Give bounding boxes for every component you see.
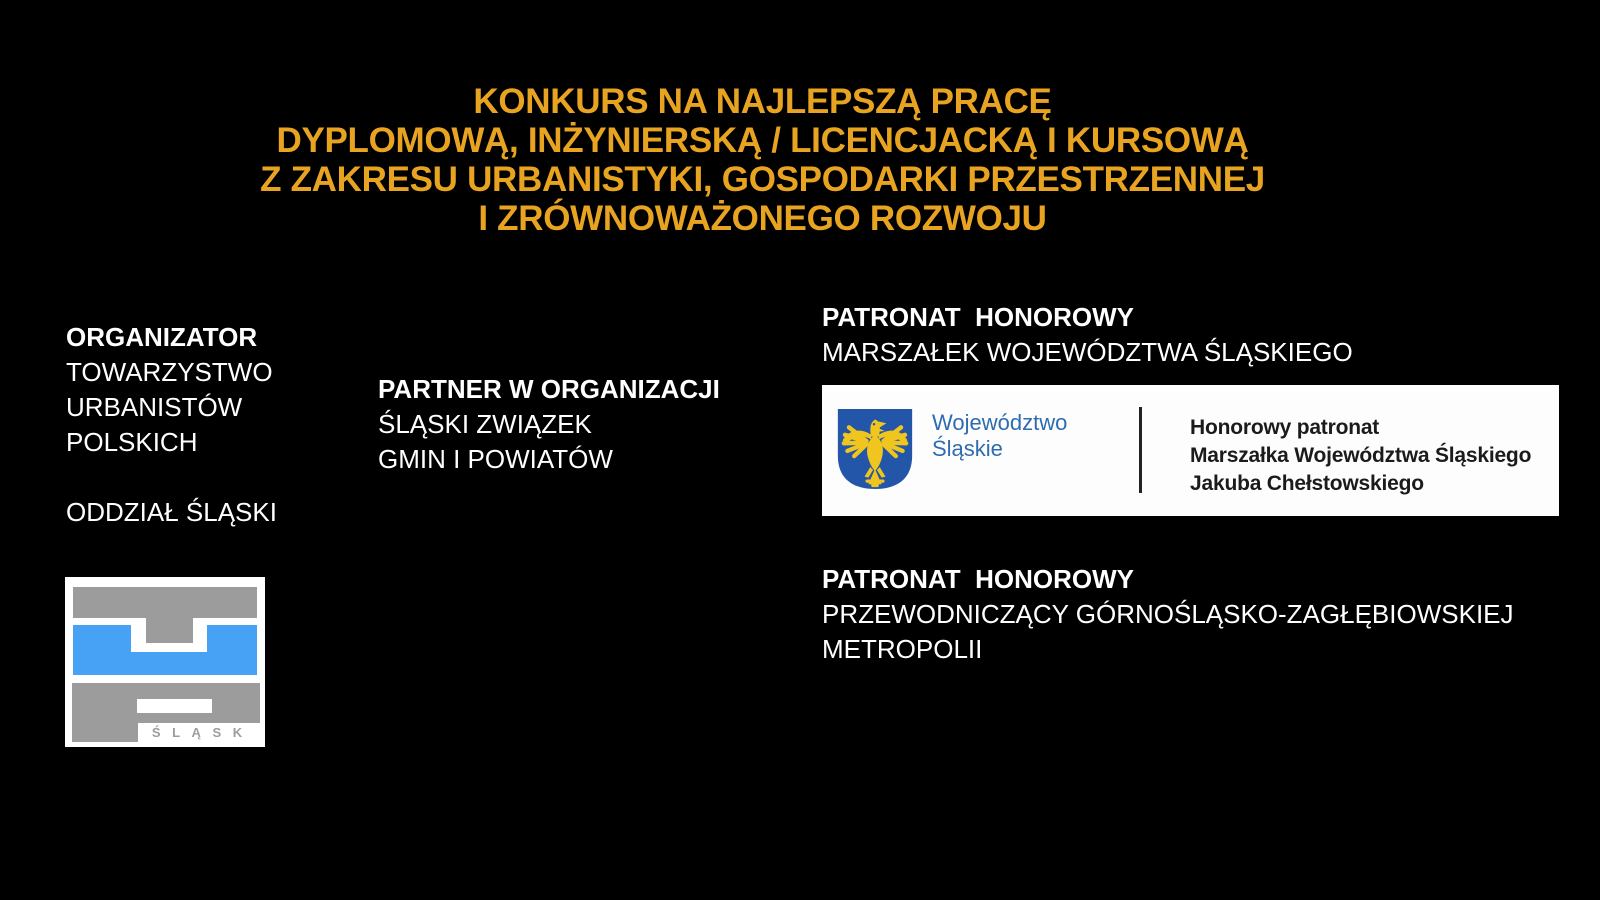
title-line: DYPLOMOWĄ, INŻYNIERSKĄ / LICENCJACKĄ I KURSOWĄ — [276, 121, 1249, 160]
banner-patronage-line: Honorowy patronat — [1190, 416, 1380, 439]
organizer-branch-line: ODDZIAŁ ŚLĄSKI — [66, 497, 277, 527]
organizer-branch — [66, 495, 277, 530]
organizer-block — [66, 320, 273, 460]
patronage-metropolis-line: PRZEWODNICZĄCY GÓRNOŚLĄSKO-ZAGŁĘBIOWSKIEJ — [822, 599, 1514, 629]
patronage-marshal-line: MARSZAŁEK WOJEWÓDZTWA ŚLĄSKIEGO — [822, 337, 1353, 367]
banner-patronage-line: Jakuba Chełstowskiego — [1190, 472, 1424, 495]
partner-label: PARTNER W ORGANIZACJI — [378, 374, 720, 404]
voivodeship-name-line: Śląskie — [932, 436, 1003, 461]
banner-patronage-line: Marszałka Województwa Śląskiego — [1190, 444, 1532, 467]
banner-patronage-text — [1190, 414, 1531, 498]
tup-logo-caption: Ś L Ą S K — [138, 723, 260, 742]
page-title — [0, 82, 1525, 238]
partner-line: ŚLĄSKI ZWIĄZEK — [378, 409, 592, 439]
tup-slask-logo — [65, 577, 265, 747]
tup-logo-tab — [146, 618, 193, 643]
silesian-coat-of-arms-icon — [835, 406, 915, 492]
voivodeship-name-line: Województwo — [932, 410, 1068, 435]
tup-logo-top-bar — [73, 587, 257, 618]
title-line: KONKURS NA NAJLEPSZĄ PRACĘ — [473, 82, 1052, 121]
voivodeship-name — [932, 410, 1067, 462]
organizer-label: ORGANIZATOR — [66, 322, 258, 352]
title-line: I ZRÓWNOWAŻONEGO ROZWOJU — [478, 199, 1047, 238]
title-line: Z ZAKRESU URBANISTYKI, GOSPODARKI PRZESTRZENNEJ — [260, 160, 1265, 199]
patronage-marshal-block — [822, 300, 1353, 370]
banner-divider — [1139, 407, 1142, 493]
patronage-metropolis-line: METROPOLII — [822, 634, 983, 664]
patronage-marshal-label: PATRONAT HONOROWY — [822, 302, 1134, 332]
tup-logo-slot — [137, 699, 212, 713]
organizer-line: POLSKICH — [66, 427, 198, 457]
voivodeship-patronage-banner — [822, 385, 1559, 516]
organizer-line: URBANISTÓW — [66, 392, 243, 422]
partner-block — [378, 372, 720, 477]
patronage-metropolis-label: PATRONAT HONOROWY — [822, 564, 1134, 594]
partner-line: GMIN I POWIATÓW — [378, 444, 613, 474]
patronage-metropolis-block — [822, 562, 1514, 667]
organizer-line: TOWARZYSTWO — [66, 357, 273, 387]
